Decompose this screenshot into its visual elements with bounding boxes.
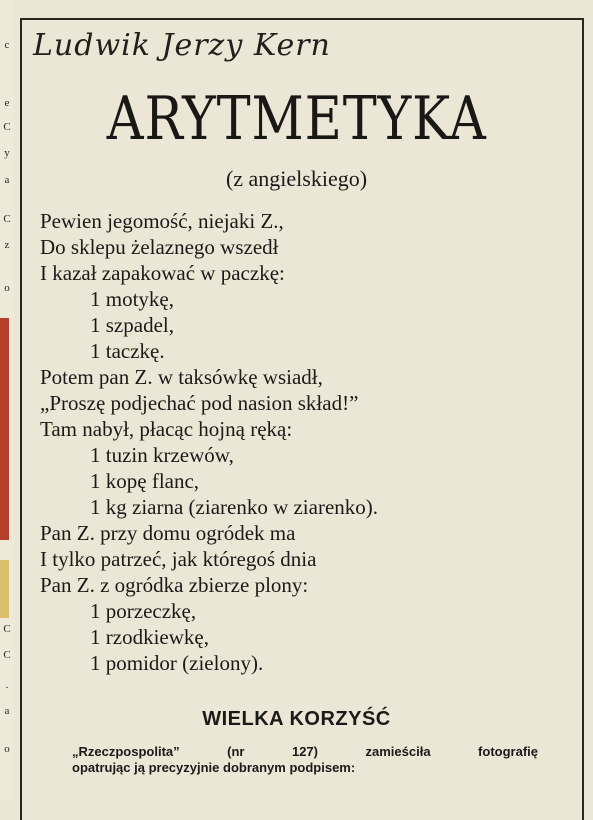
strip-char: C bbox=[3, 623, 11, 635]
poem-line: 1 pomidor (zielony). bbox=[90, 651, 264, 675]
poem-line: Pan Z. z ogródka zbierze plony: bbox=[40, 573, 309, 597]
strip-char: a bbox=[4, 174, 10, 186]
strip-char: a bbox=[4, 705, 10, 717]
poem-line: Pan Z. przy domu ogródek ma bbox=[40, 521, 296, 545]
strip-char: e bbox=[4, 97, 10, 109]
poem-line: 1 tuzin krzewów, bbox=[90, 443, 234, 467]
poem-line: 1 kopę flanc, bbox=[90, 469, 200, 493]
poem-line: I kazał zapakować w paczkę: bbox=[40, 261, 285, 285]
next-article-text bbox=[72, 744, 538, 776]
next-article-text-line: opatrując ją precyzyjnie dobranym podpisem: bbox=[72, 760, 356, 775]
poem-line: 1 porzeczkę, bbox=[90, 599, 197, 623]
poem bbox=[40, 208, 378, 676]
strip-char: C bbox=[3, 213, 11, 225]
strip-char: y bbox=[4, 147, 10, 159]
adjacent-red-bar bbox=[0, 318, 9, 540]
strip-char: z bbox=[4, 239, 10, 251]
poem-line: I tylko patrzeć, jak któregoś dnia bbox=[40, 547, 317, 571]
author-signature: Ludwik Jerzy Kern bbox=[33, 28, 331, 63]
article-subtitle: (z angielskiego) bbox=[225, 166, 368, 191]
poem-line: Pewien jegomość, niejaki Z., bbox=[40, 209, 284, 233]
adjacent-column-strip bbox=[0, 0, 14, 800]
strip-char: o bbox=[4, 743, 10, 755]
strip-char: c bbox=[4, 39, 10, 51]
strip-char: C bbox=[3, 121, 11, 133]
poem-line: 1 motykę, bbox=[90, 287, 174, 311]
adjacent-yellow-bar bbox=[0, 560, 9, 618]
poem-line: „Proszę podjechać pod nasion skład!” bbox=[40, 391, 359, 415]
poem-line: 1 szpadel, bbox=[90, 313, 174, 337]
strip-char: . bbox=[5, 679, 9, 691]
poem-line: Tam nabył, płacąc hojną ręką: bbox=[40, 417, 293, 441]
poem-line: 1 taczkę. bbox=[90, 339, 165, 363]
article-title: ARYTMETYKA bbox=[106, 84, 487, 154]
poem-line: 1 kg ziarna (ziarenko w ziarenko). bbox=[90, 495, 379, 519]
poem-line: Potem pan Z. w taksówkę wsiadł, bbox=[40, 365, 323, 389]
next-article-text-line: „Rzeczpospolita” (nr 127) zamieściła fotografię bbox=[72, 744, 538, 759]
next-article-heading: WIELKA KORZYŚĆ bbox=[202, 708, 391, 730]
strip-char: C bbox=[3, 649, 11, 661]
poem-line: 1 rzodkiewkę, bbox=[90, 625, 209, 649]
strip-char: o bbox=[4, 282, 10, 294]
poem-line: Do sklepu żelaznego wszedł bbox=[40, 235, 279, 259]
